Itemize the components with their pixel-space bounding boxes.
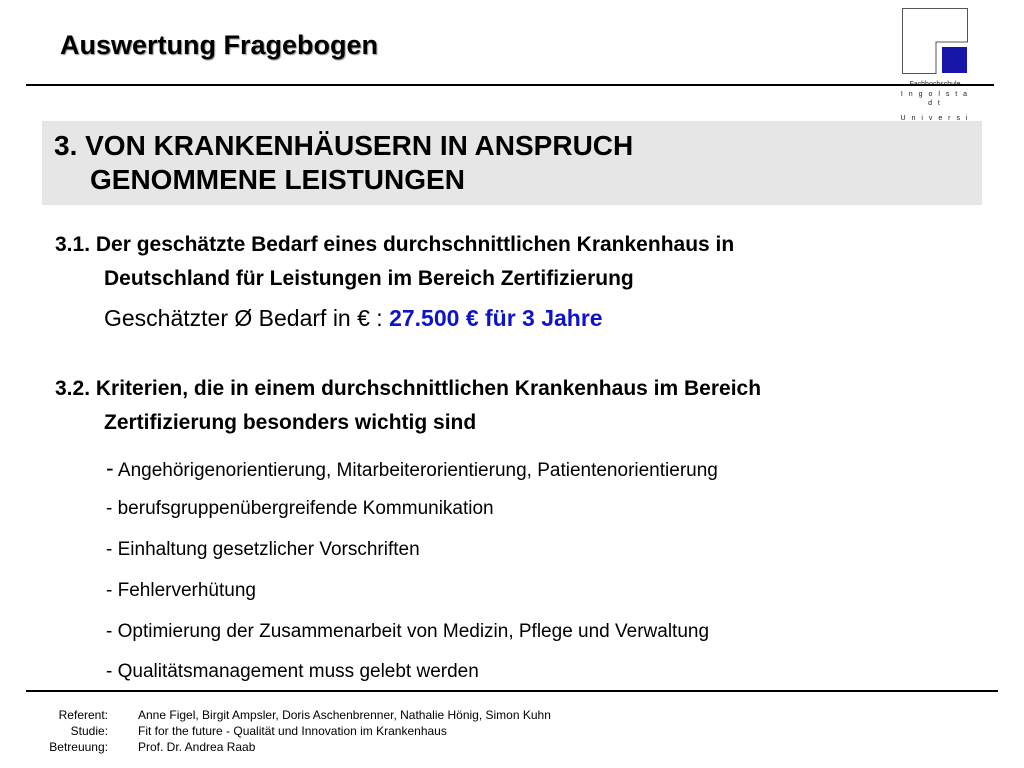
subsection-3-1-heading: [55, 228, 734, 296]
footer-betreuung-label: Betreuung:: [49, 740, 108, 754]
slide-title: Auswertung Fragebogen: [60, 30, 379, 60]
criteria-item-5: - Optimierung der Zusammenarbeit von Medizin, Pflege und Verwaltung: [106, 621, 710, 642]
criteria-item-2: - berufsgruppenübergreifende Kommunikation: [106, 498, 494, 519]
footer-studie-value: Fit for the future - Qualität und Innovation im Krankenhaus: [138, 724, 447, 738]
criteria-item-4: - Fehlerverhütung: [106, 580, 256, 601]
header-divider: [26, 84, 994, 86]
estimate-line: [104, 305, 603, 332]
criteria-item-6: - Qualitätsmanagement muss gelebt werden: [106, 661, 479, 682]
footer-divider: [26, 690, 998, 692]
section-heading-line-1: 3. VON KRANKENHÄUSERN IN ANSPRUCH: [54, 130, 634, 161]
section-heading: [54, 129, 633, 197]
criteria-item-1-text: Angehörigenorientierung, Mitarbeiterorientierung, Patientenorientierung: [113, 460, 718, 481]
criteria-item-1: [106, 455, 718, 482]
logo-line-3: U n i v e r s i: [900, 114, 970, 122]
criteria-dash: -: [106, 455, 114, 481]
subsection-3-2-line-2: Zertifizierung besonders wichtig sind: [104, 411, 477, 434]
section-heading-box: [42, 121, 982, 205]
footer-values: [138, 707, 551, 755]
footer-betreuung-value: Prof. Dr. Andrea Raab: [138, 740, 256, 754]
subsection-3-2-line-1: 3.2. Kriterien, die in einem durchschnittlichen Krankenhaus im Bereich: [55, 377, 762, 400]
criteria-item-3: - Einhaltung gesetzlicher Vorschriften: [106, 539, 420, 560]
footer-referent-value: Anne Figel, Birgit Ampsler, Doris Aschenbrenner, Nathalie Hönig, Simon Kuhn: [138, 708, 551, 722]
footer-studie-label: Studie:: [70, 724, 108, 738]
subsection-3-1-line-2: Deutschland für Leistungen im Bereich Zertifizierung: [104, 267, 634, 290]
logo-mark-icon: [902, 8, 968, 74]
estimate-label: Geschätzter Ø Bedarf in € :: [104, 305, 390, 331]
estimate-value: 27.500 € für 3 Jahre: [389, 305, 603, 331]
subsection-3-1-line-1: 3.1. Der geschätzte Bedarf eines durchschnittlichen Krankenhaus in: [55, 233, 735, 256]
university-logo: [898, 6, 972, 122]
footer-labels: [0, 707, 108, 755]
footer-referent-label: Referent:: [58, 708, 108, 722]
section-heading-line-2: GENOMMENE LEISTUNGEN: [90, 164, 465, 195]
logo-line-2: I n g o l s t a d t: [900, 90, 970, 107]
subsection-3-2-heading: [55, 372, 761, 440]
